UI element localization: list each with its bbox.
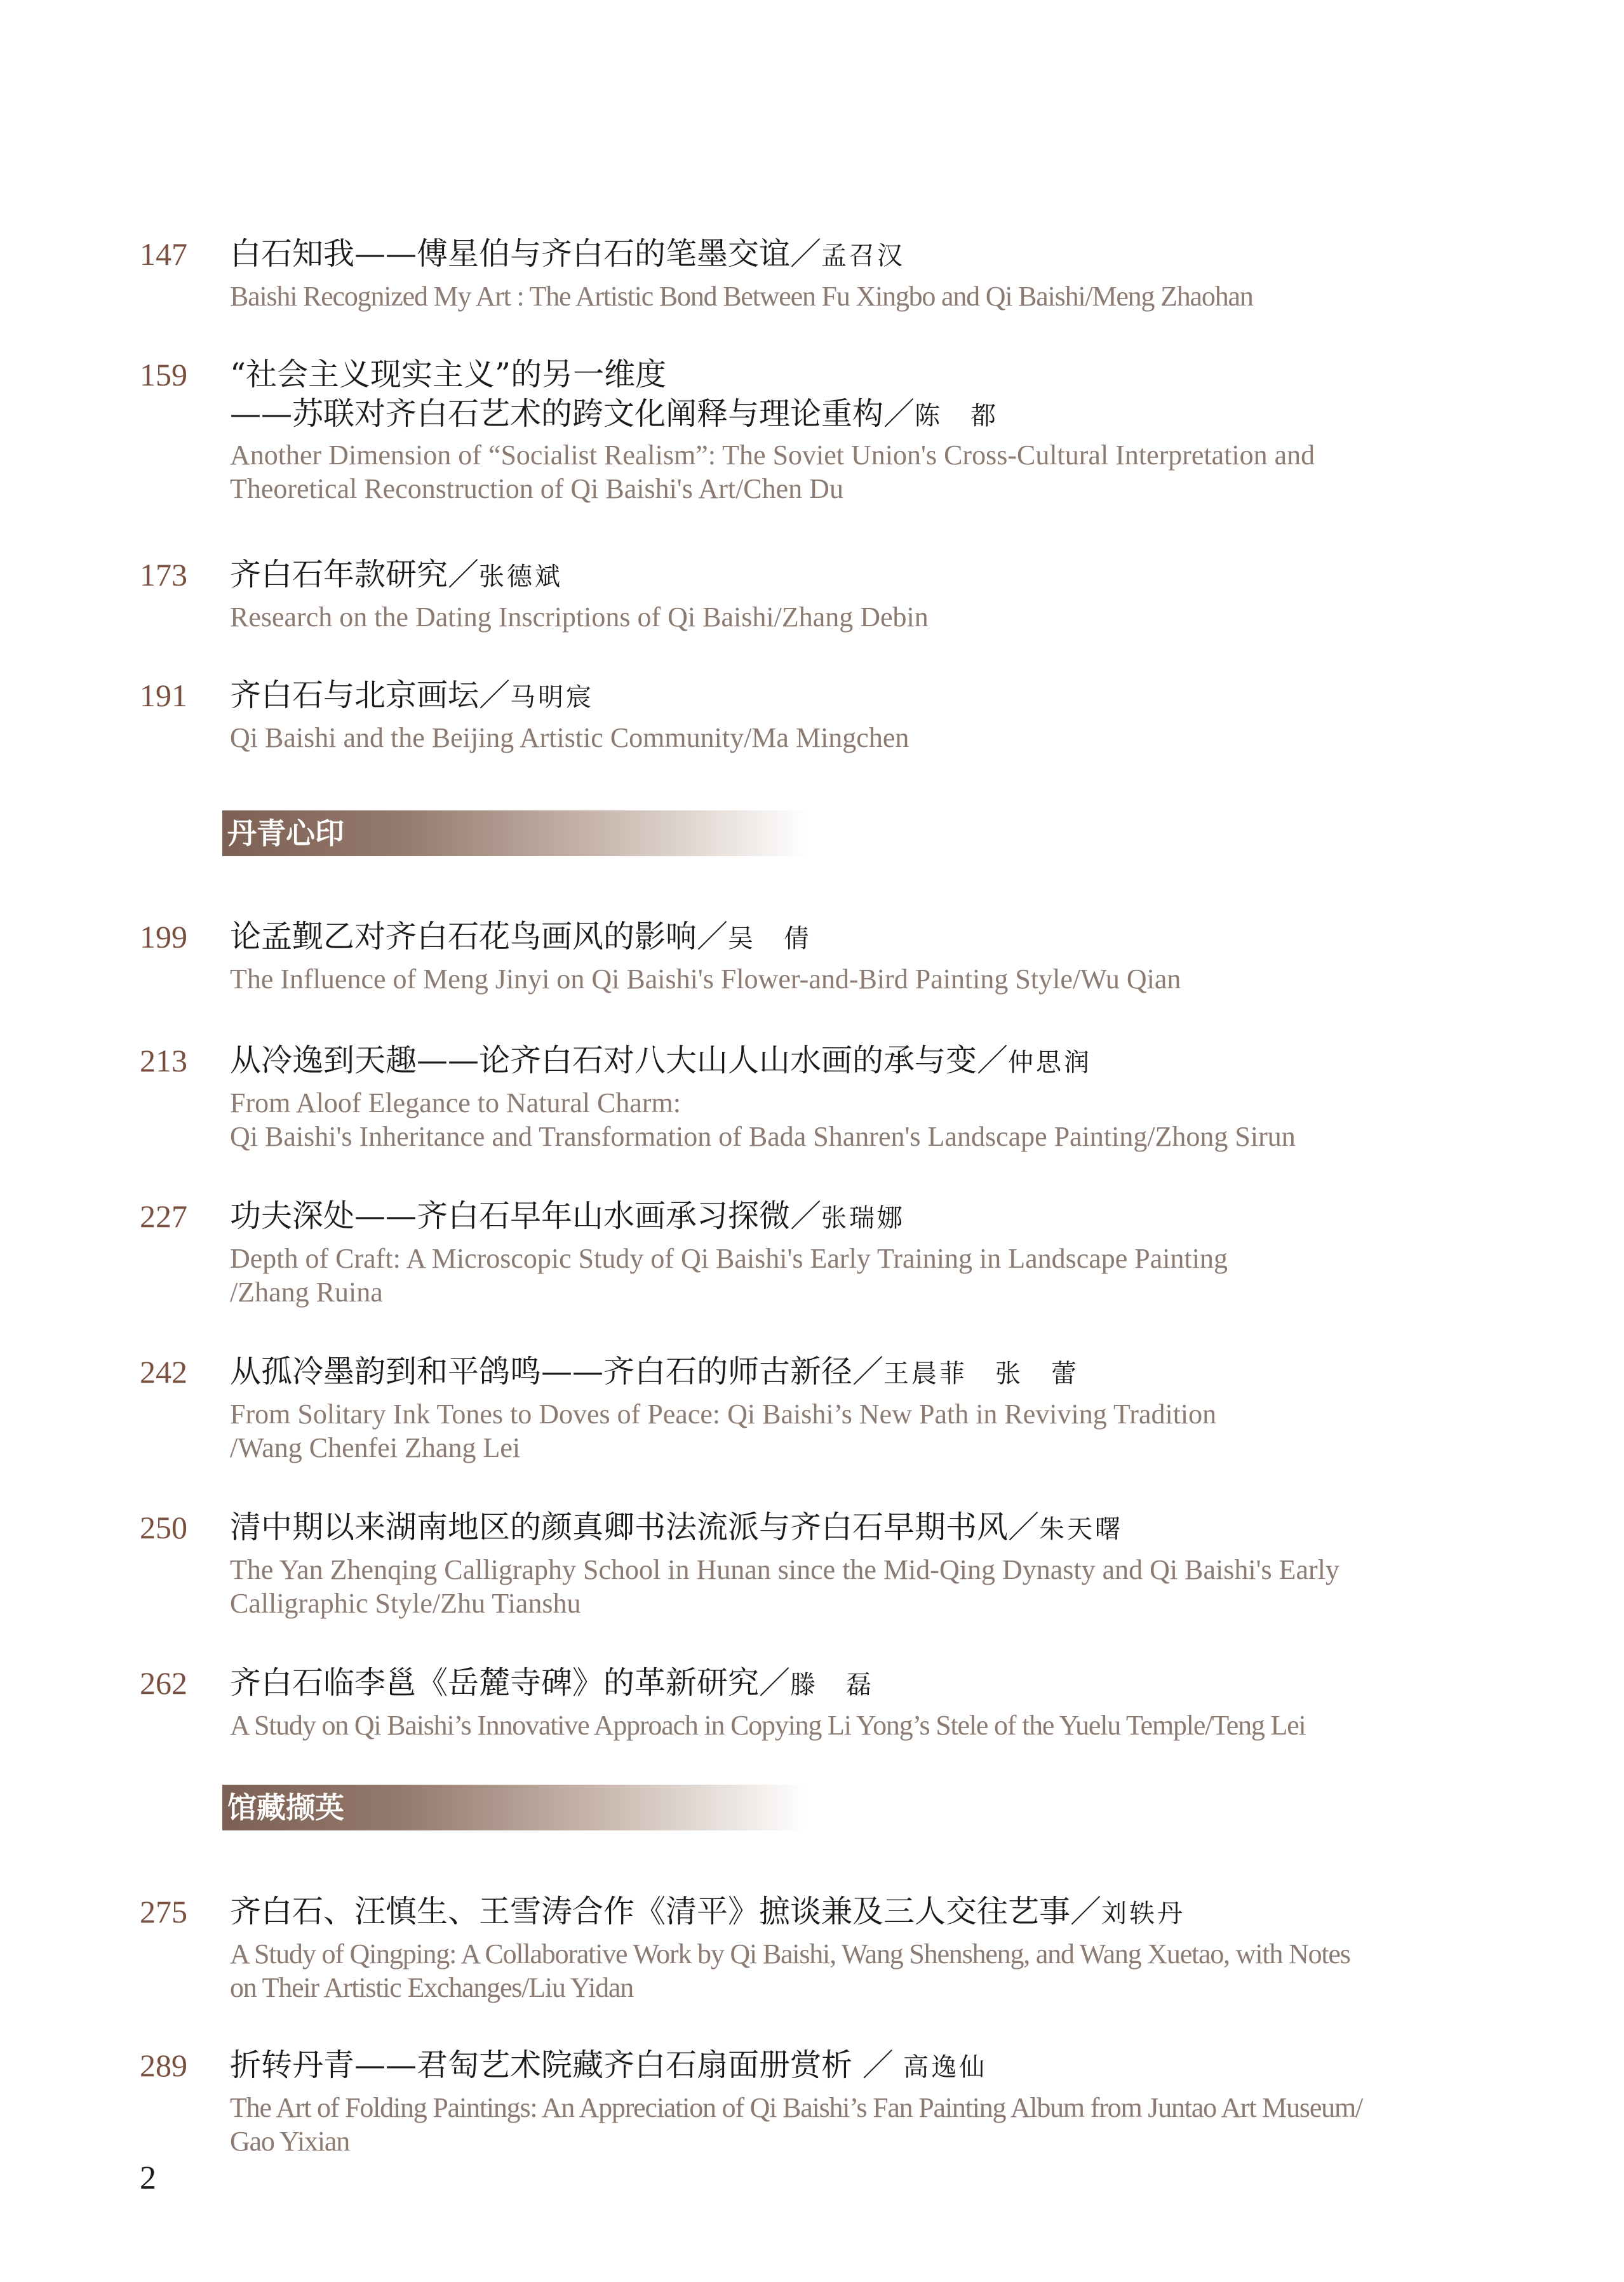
english-title: on Their Artistic Exchanges/Liu Yidan [230, 1972, 634, 2003]
author: 张德斌 [479, 562, 563, 591]
section-header [222, 1785, 807, 1830]
page-ref: 191 [140, 678, 187, 713]
author: 马明宸 [510, 683, 594, 712]
author: 吴 倩 [728, 924, 812, 953]
page-ref: 242 [140, 1354, 187, 1390]
page-ref: 275 [140, 1894, 187, 1930]
author: 朱天曙 [1039, 1515, 1124, 1544]
page-ref: 159 [140, 357, 187, 393]
english-title: /Wang Chenfei Zhang Lei [230, 1432, 521, 1463]
chinese-title: 从孤冷墨韵到和平鸽鸣——齐白石的师古新径／王晨菲 张 蕾 [230, 1353, 1080, 1390]
author: 陈 都 [915, 401, 999, 431]
section-title: 丹青心印 [227, 816, 344, 850]
page-ref: 289 [140, 2048, 187, 2083]
english-title: A Study on Qi Baishi’s Innovative Approach in Copying Li Yong’s Stele of the Yuelu Temple/Teng Lei [230, 1710, 1306, 1741]
page-ref: 227 [140, 1198, 187, 1234]
chinese-title: 功夫深处——齐白石早年山水画承习探微／张瑞娜 [230, 1198, 906, 1234]
english-title: Depth of Craft: A Microscopic Study of Qi Baishi's Early Training in Landscape Painting [230, 1243, 1228, 1274]
chinese-title: 齐白石临李邕《岳麓寺碑》的革新研究／滕 磊 [230, 1665, 875, 1701]
author: 王晨菲 张 蕾 [883, 1359, 1080, 1388]
english-title: Qi Baishi's Inheritance and Transformation of Bada Shanren's Landscape Painting/Zhong Sirun [230, 1121, 1296, 1152]
chinese-subtitle: ——苏联对齐白石艺术的跨文化阐释与理论重构／陈 都 [230, 396, 999, 432]
english-title: Theoretical Reconstruction of Qi Baishi's Art/Chen Du [230, 473, 843, 504]
chinese-title: “社会主义现实主义”的另一维度 [230, 356, 667, 393]
author: 张瑞娜 [821, 1204, 906, 1233]
english-title: The Influence of Meng Jinyi on Qi Baishi's Flower-and-Bird Painting Style/Wu Qian [230, 963, 1181, 995]
english-title: From Solitary Ink Tones to Doves of Peace: Qi Baishi’s New Path in Reviving Tradition [230, 1399, 1217, 1430]
author: 滕 磊 [790, 1670, 875, 1700]
english-title: The Art of Folding Paintings: An Appreciation of Qi Baishi’s Fan Painting Album from Juntao Art Museum/ [230, 2092, 1363, 2123]
chinese-title: 齐白石、汪慎生、王雪涛合作《清平》摭谈兼及三人交往艺事／刘轶丹 [230, 1893, 1186, 1930]
english-title: From Aloof Elegance to Natural Charm: [230, 1087, 681, 1118]
english-title: Research on the Dating Inscriptions of Qi Baishi/Zhang Debin [230, 601, 929, 633]
page-ref: 199 [140, 919, 187, 955]
page-ref: 262 [140, 1665, 187, 1701]
page-ref: 147 [140, 236, 187, 272]
english-title: /Zhang Ruina [230, 1277, 383, 1308]
chinese-title: 论孟觐乙对齐白石花鸟画风的影响／吴 倩 [230, 918, 812, 955]
section-title: 馆藏撷英 [227, 1790, 344, 1825]
page-ref: 213 [140, 1043, 187, 1078]
section-header [222, 810, 807, 856]
author: 刘轶丹 [1101, 1899, 1186, 1928]
english-title: Gao Yixian [230, 2126, 349, 2157]
chinese-title: 折转丹青——君匋艺术院藏齐白石扇面册赏析 ／ 高逸仙 [230, 2047, 988, 2083]
page-ref: 250 [140, 1510, 187, 1545]
english-title: Another Dimension of “Socialist Realism”: The Soviet Union's Cross-Cultural Interpretation and [230, 440, 1315, 471]
chinese-title: 齐白石年款研究／张德斌 [230, 556, 563, 593]
english-title: Calligraphic Style/Zhu Tianshu [230, 1588, 581, 1619]
chinese-title: 从冷逸到天趣——论齐白石对八大山人山水画的承与变／仲思润 [230, 1042, 1092, 1078]
author: 高逸仙 [903, 2053, 988, 2082]
author: 孟召汉 [821, 241, 906, 271]
author: 仲思润 [1008, 1048, 1092, 1077]
page-ref: 173 [140, 557, 187, 593]
chinese-title: 清中期以来湖南地区的颜真卿书法流派与齐白石早期书风／朱天曙 [230, 1509, 1124, 1545]
english-title: Qi Baishi and the Beijing Artistic Community/Ma Mingchen [230, 722, 909, 753]
english-title: The Yan Zhenqing Calligraphy School in Hunan since the Mid-Qing Dynasty and Qi Baishi's Early [230, 1554, 1339, 1585]
page-number: 2 [140, 2160, 156, 2196]
chinese-title: 齐白石与北京画坛／马明宸 [230, 677, 594, 713]
english-title: A Study of Qingping: A Collaborative Work by Qi Baishi, Wang Shensheng, and Wang Xuetao, with Notes [230, 1938, 1350, 1970]
english-title: Baishi Recognized My Art : The Artistic Bond Between Fu Xingbo and Qi Baishi/Meng Zhaohan [230, 281, 1253, 312]
chinese-title: 白石知我——傅星伯与齐白石的笔墨交谊／孟召汉 [230, 236, 906, 272]
